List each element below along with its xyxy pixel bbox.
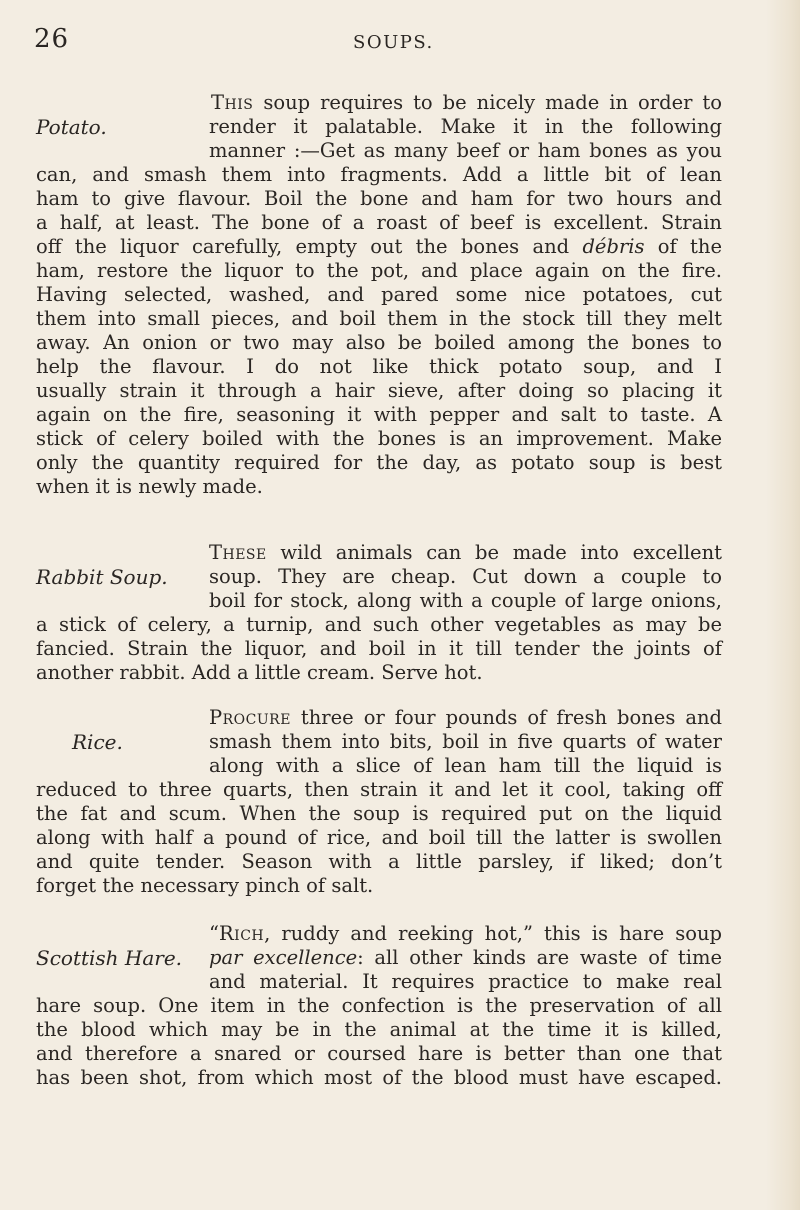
paragraph-line: ham to give flavour. Boil the bone and ham for two hours and: [36, 187, 722, 210]
paragraph-line: when it is newly made.: [36, 475, 263, 498]
paragraph-line: Having selected, washed, and pared some nice potatoes, cut: [36, 283, 722, 306]
paragraph-line: Procure three or four pounds of fresh bones and: [209, 706, 722, 729]
margin-note-rice: Rice.: [72, 730, 123, 754]
lead-word: Procure: [209, 706, 291, 729]
lead-word: Rich: [218, 922, 265, 945]
italic-term: par excellence: [209, 946, 358, 969]
italic-term: débris: [582, 235, 645, 258]
paragraph-line: along with a slice of lean ham till the liquid is: [209, 754, 722, 777]
paragraph-line: hare soup. One item in the confection is the preservation of all: [36, 994, 722, 1017]
paragraph-line: away. An onion or two may also be boiled among the bones to: [36, 331, 722, 354]
paragraph-line: the fat and scum. When the soup is required put on the liquid: [36, 802, 722, 825]
lead-word: This: [211, 91, 254, 114]
margin-note-potato: Potato.: [36, 115, 107, 139]
paragraph-line: par excellence: all other kinds are waste of time: [209, 946, 722, 969]
paragraph-line: ham, restore the liquor to the pot, and place again on the fire.: [36, 259, 722, 282]
paragraph-line: manner :—Get as many beef or ham bones as you: [209, 139, 722, 162]
paragraph-line: only the quantity required for the day, as potato soup is best: [36, 451, 722, 474]
paragraph-line: can, and smash them into fragments. Add a little bit of lean: [36, 163, 722, 186]
paragraph-line: and quite tender. Season with a little parsley, if liked; don’t: [36, 850, 722, 873]
paragraph-line: fancied. Strain the liquor, and boil in it till tender the joints of: [36, 637, 722, 660]
paragraph-line: usually strain it through a hair sieve, after doing so placing it: [36, 379, 722, 402]
paragraph-line: another rabbit. Add a little cream. Serve hot.: [36, 661, 483, 684]
paragraph-line: a stick of celery, a turnip, and such other vegetables as may be: [36, 613, 722, 636]
paragraph-line: boil for stock, along with a couple of large onions,: [209, 589, 722, 612]
paragraph-line: has been shot, from which most of the blood must have escaped.: [36, 1066, 722, 1089]
paragraph-line: “Rich, ruddy and reeking hot,” this is hare soup: [209, 922, 722, 945]
paragraph-line: and therefore a snared or coursed hare is better than one that: [36, 1042, 722, 1065]
paragraph-line: the blood which may be in the animal at the time it is killed,: [36, 1018, 722, 1041]
paragraph-line: soup. They are cheap. Cut down a couple to: [209, 565, 722, 588]
paragraph-line: them into small pieces, and boil them in the stock till they melt: [36, 307, 722, 330]
paragraph-line: a half, at least. The bone of a roast of beef is excellent. Strain: [36, 211, 722, 234]
paragraph-line: off the liquor carefully, empty out the bones and débris of the: [36, 235, 722, 258]
paragraph-line: These wild animals can be made into excellent: [209, 541, 722, 564]
page-number: 26: [34, 24, 70, 54]
running-head: SOUPS.: [353, 32, 434, 53]
paragraph-line: help the flavour. I do not like thick potato soup, and I: [36, 355, 722, 378]
paragraph-line: stick of celery boiled with the bones is an improvement. Make: [36, 427, 722, 450]
margin-note-rabbit-soup: Rabbit Soup.: [36, 565, 168, 589]
paragraph-line: smash them into bits, boil in five quarts of water: [209, 730, 722, 753]
paragraph-line: along with half a pound of rice, and boil till the latter is swollen: [36, 826, 722, 849]
margin-note-scottish-hare: Scottish Hare.: [36, 946, 183, 970]
paragraph-line: This soup requires to be nicely made in order to: [211, 91, 722, 114]
paragraph-line: render it palatable. Make it in the following: [209, 115, 722, 138]
paragraph-line: again on the fire, seasoning it with pepper and salt to taste. A: [36, 403, 722, 426]
lead-word: These: [209, 541, 267, 564]
page-edge-shadow: [766, 0, 800, 1210]
paragraph-line: and material. It requires practice to make real: [209, 970, 722, 993]
paragraph-line: forget the necessary pinch of salt.: [36, 874, 374, 897]
paragraph-line: reduced to three quarts, then strain it and let it cool, taking off: [36, 778, 722, 801]
